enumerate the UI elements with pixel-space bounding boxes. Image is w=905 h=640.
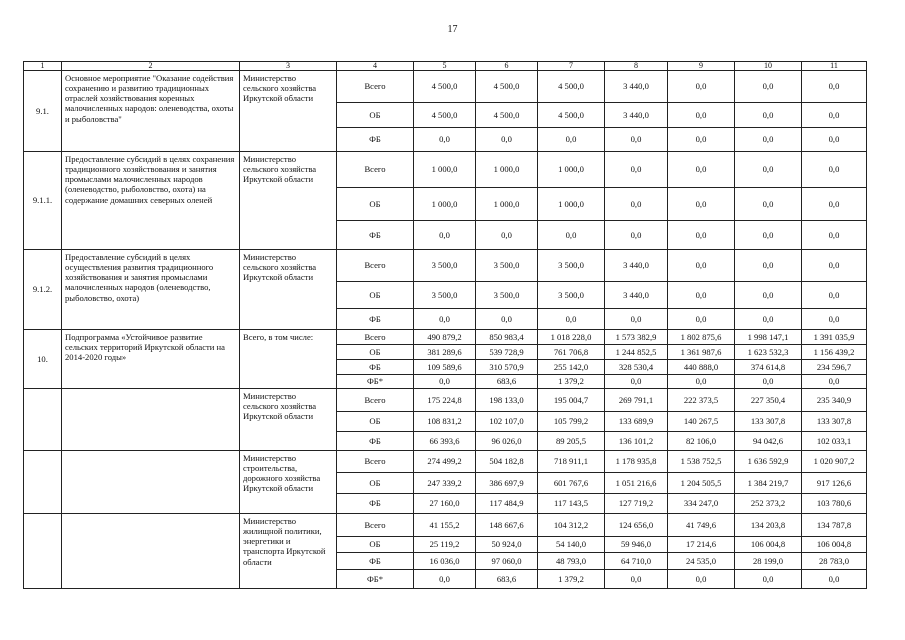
amount-cell: 227 350,4 — [735, 389, 802, 412]
amount-cell: 1 636 592,9 — [735, 451, 802, 473]
amount-cell: 0,0 — [605, 309, 668, 330]
amount-cell: 601 767,6 — [538, 473, 605, 494]
amount-cell: 0,0 — [605, 221, 668, 250]
amount-cell: 0,0 — [414, 309, 476, 330]
amount-cell: 195 004,7 — [538, 389, 605, 412]
amount-cell: 3 500,0 — [414, 250, 476, 282]
table-row — [24, 250, 867, 282]
amount-cell: 96 026,0 — [476, 432, 538, 451]
amount-cell: 41 749,6 — [668, 514, 735, 537]
amount-cell: 0,0 — [735, 128, 802, 152]
amount-cell: 3 500,0 — [476, 282, 538, 309]
amount-cell: 1 802 875,6 — [668, 330, 735, 345]
amount-cell: 234 596,7 — [802, 360, 867, 375]
amount-cell: 17 214,6 — [668, 537, 735, 553]
amount-cell: 41 155,2 — [414, 514, 476, 537]
amount-cell: 0,0 — [735, 221, 802, 250]
amount-cell: 386 697,9 — [476, 473, 538, 494]
item-name — [62, 389, 240, 451]
funding-source: ФБ — [337, 432, 414, 451]
funding-source: ФБ — [337, 309, 414, 330]
amount-cell: 917 126,6 — [802, 473, 867, 494]
amount-cell: 106 004,8 — [735, 537, 802, 553]
column-number: 8 — [605, 62, 668, 71]
table-row — [24, 330, 867, 345]
amount-cell: 0,0 — [476, 309, 538, 330]
item-code — [24, 389, 62, 451]
amount-cell: 109 589,6 — [414, 360, 476, 375]
amount-cell: 0,0 — [802, 103, 867, 128]
amount-cell: 1 573 382,9 — [605, 330, 668, 345]
amount-cell: 148 667,6 — [476, 514, 538, 537]
amount-cell: 24 535,0 — [668, 553, 735, 570]
amount-cell: 235 340,9 — [802, 389, 867, 412]
amount-cell: 28 783,0 — [802, 553, 867, 570]
amount-cell: 0,0 — [735, 152, 802, 188]
item-code: 9.1. — [24, 71, 62, 152]
amount-cell: 0,0 — [668, 375, 735, 389]
amount-cell: 0,0 — [538, 221, 605, 250]
amount-cell: 50 924,0 — [476, 537, 538, 553]
amount-cell: 1 244 852,5 — [605, 345, 668, 360]
column-number: 10 — [735, 62, 802, 71]
amount-cell: 0,0 — [735, 250, 802, 282]
amount-cell: 0,0 — [802, 309, 867, 330]
executor: Министерство сельского хозяйства Иркутской области — [240, 389, 337, 451]
amount-cell: 0,0 — [414, 221, 476, 250]
amount-cell: 0,0 — [735, 570, 802, 589]
amount-cell: 1 000,0 — [414, 152, 476, 188]
amount-cell: 539 728,9 — [476, 345, 538, 360]
executor: Министерство строительства, дорожного хозяйства Иркутской области — [240, 451, 337, 514]
amount-cell: 0,0 — [802, 250, 867, 282]
amount-cell: 0,0 — [668, 221, 735, 250]
amount-cell: 0,0 — [735, 282, 802, 309]
amount-cell: 0,0 — [538, 128, 605, 152]
column-number: 3 — [240, 62, 337, 71]
amount-cell: 108 831,2 — [414, 412, 476, 432]
amount-cell: 1 538 752,5 — [668, 451, 735, 473]
table-body — [24, 62, 867, 589]
amount-cell: 1 020 907,2 — [802, 451, 867, 473]
column-number: 1 — [24, 62, 62, 71]
amount-cell: 0,0 — [605, 570, 668, 589]
column-number-row — [24, 62, 867, 71]
amount-cell: 4 500,0 — [476, 103, 538, 128]
amount-cell: 1 361 987,6 — [668, 345, 735, 360]
amount-cell: 0,0 — [668, 128, 735, 152]
amount-cell: 3 440,0 — [605, 282, 668, 309]
executor: Министерство сельского хозяйства Иркутской области — [240, 250, 337, 330]
item-name: Подпрограмма «Устойчивое развитие сельских территорий Иркутской области на 2014-2020 годы» — [62, 330, 240, 389]
amount-cell: 761 706,8 — [538, 345, 605, 360]
funding-source: Всего — [337, 250, 414, 282]
amount-cell: 175 224,8 — [414, 389, 476, 412]
amount-cell: 0,0 — [802, 282, 867, 309]
amount-cell: 3 500,0 — [476, 250, 538, 282]
funding-source: ОБ — [337, 473, 414, 494]
amount-cell: 64 710,0 — [605, 553, 668, 570]
amount-cell: 103 780,6 — [802, 494, 867, 514]
amount-cell: 255 142,0 — [538, 360, 605, 375]
amount-cell: 0,0 — [668, 309, 735, 330]
executor: Министерство сельского хозяйства Иркутской области — [240, 71, 337, 152]
column-number: 7 — [538, 62, 605, 71]
funding-source: ОБ — [337, 345, 414, 360]
amount-cell: 0,0 — [802, 570, 867, 589]
amount-cell: 3 500,0 — [538, 250, 605, 282]
funding-source: ФБ — [337, 494, 414, 514]
budget-table — [23, 61, 867, 589]
funding-source: Всего — [337, 152, 414, 188]
funding-source: Всего — [337, 451, 414, 473]
page-number: 17 — [447, 24, 458, 35]
column-number: 5 — [414, 62, 476, 71]
column-number: 9 — [668, 62, 735, 71]
amount-cell: 0,0 — [668, 152, 735, 188]
amount-cell: 0,0 — [802, 221, 867, 250]
amount-cell: 247 339,2 — [414, 473, 476, 494]
amount-cell: 1 998 147,1 — [735, 330, 802, 345]
item-code: 10. — [24, 330, 62, 389]
amount-cell: 105 799,2 — [538, 412, 605, 432]
amount-cell: 3 440,0 — [605, 103, 668, 128]
funding-source: Всего — [337, 330, 414, 345]
amount-cell: 440 888,0 — [668, 360, 735, 375]
column-number: 4 — [337, 62, 414, 71]
funding-source: ФБ — [337, 128, 414, 152]
amount-cell: 850 983,4 — [476, 330, 538, 345]
amount-cell: 0,0 — [605, 188, 668, 221]
table-row — [24, 389, 867, 412]
amount-cell: 683,6 — [476, 375, 538, 389]
funding-source: ФБ* — [337, 375, 414, 389]
amount-cell: 4 500,0 — [476, 71, 538, 103]
funding-source: Всего — [337, 389, 414, 412]
amount-cell: 0,0 — [802, 188, 867, 221]
amount-cell: 0,0 — [476, 128, 538, 152]
funding-source: ОБ — [337, 537, 414, 553]
amount-cell: 3 440,0 — [605, 250, 668, 282]
amount-cell: 1 379,2 — [538, 375, 605, 389]
amount-cell: 0,0 — [668, 570, 735, 589]
item-name — [62, 514, 240, 589]
column-number: 6 — [476, 62, 538, 71]
amount-cell: 1 384 219,7 — [735, 473, 802, 494]
amount-cell: 0,0 — [605, 152, 668, 188]
amount-cell: 504 182,8 — [476, 451, 538, 473]
amount-cell: 1 051 216,6 — [605, 473, 668, 494]
amount-cell: 3 440,0 — [605, 71, 668, 103]
amount-cell: 374 614,8 — [735, 360, 802, 375]
amount-cell: 59 946,0 — [605, 537, 668, 553]
amount-cell: 0,0 — [476, 221, 538, 250]
amount-cell: 0,0 — [414, 375, 476, 389]
amount-cell: 3 500,0 — [414, 282, 476, 309]
amount-cell: 274 499,2 — [414, 451, 476, 473]
table-row — [24, 71, 867, 103]
funding-source: ОБ — [337, 188, 414, 221]
item-code — [24, 451, 62, 514]
table-row — [24, 451, 867, 473]
amount-cell: 0,0 — [802, 152, 867, 188]
amount-cell: 97 060,0 — [476, 553, 538, 570]
item-code — [24, 514, 62, 589]
amount-cell: 3 500,0 — [538, 282, 605, 309]
amount-cell: 4 500,0 — [538, 103, 605, 128]
amount-cell: 683,6 — [476, 570, 538, 589]
amount-cell: 48 793,0 — [538, 553, 605, 570]
amount-cell: 28 199,0 — [735, 553, 802, 570]
amount-cell: 82 106,0 — [668, 432, 735, 451]
amount-cell: 0,0 — [668, 282, 735, 309]
amount-cell: 1 000,0 — [538, 152, 605, 188]
amount-cell: 0,0 — [668, 250, 735, 282]
amount-cell: 140 267,5 — [668, 412, 735, 432]
item-name — [62, 451, 240, 514]
amount-cell: 1 391 035,9 — [802, 330, 867, 345]
amount-cell: 0,0 — [605, 128, 668, 152]
funding-source: ФБ* — [337, 570, 414, 589]
amount-cell: 0,0 — [668, 103, 735, 128]
amount-cell: 328 530,4 — [605, 360, 668, 375]
amount-cell: 381 289,6 — [414, 345, 476, 360]
funding-source: ФБ — [337, 221, 414, 250]
amount-cell: 0,0 — [605, 375, 668, 389]
amount-cell: 1 379,2 — [538, 570, 605, 589]
amount-cell: 0,0 — [735, 188, 802, 221]
table-row — [24, 514, 867, 537]
amount-cell: 222 373,5 — [668, 389, 735, 412]
amount-cell: 269 791,1 — [605, 389, 668, 412]
amount-cell: 134 787,8 — [802, 514, 867, 537]
amount-cell: 89 205,5 — [538, 432, 605, 451]
amount-cell: 198 133,0 — [476, 389, 538, 412]
executor: Всего, в том числе: — [240, 330, 337, 389]
amount-cell: 133 307,8 — [735, 412, 802, 432]
amount-cell: 136 101,2 — [605, 432, 668, 451]
amount-cell: 718 911,1 — [538, 451, 605, 473]
amount-cell: 334 247,0 — [668, 494, 735, 514]
amount-cell: 310 570,9 — [476, 360, 538, 375]
amount-cell: 134 203,8 — [735, 514, 802, 537]
amount-cell: 94 042,6 — [735, 432, 802, 451]
amount-cell: 54 140,0 — [538, 537, 605, 553]
amount-cell: 16 036,0 — [414, 553, 476, 570]
amount-cell: 0,0 — [668, 188, 735, 221]
amount-cell: 4 500,0 — [538, 71, 605, 103]
amount-cell: 133 689,9 — [605, 412, 668, 432]
column-number: 2 — [62, 62, 240, 71]
amount-cell: 1 000,0 — [476, 152, 538, 188]
amount-cell: 106 004,8 — [802, 537, 867, 553]
item-code: 9.1.1. — [24, 152, 62, 250]
funding-source: ФБ — [337, 360, 414, 375]
amount-cell: 252 373,2 — [735, 494, 802, 514]
executor: Министерство сельского хозяйства Иркутской области — [240, 152, 337, 250]
amount-cell: 27 160,0 — [414, 494, 476, 514]
item-name: Предоставление субсидий в целях сохранения традиционного хозяйствования и занятия промыслами малочисленных народов (оленеводство, рыболовство, охота) на содержание домашних северных оленей — [62, 152, 240, 250]
amount-cell: 0,0 — [735, 103, 802, 128]
amount-cell: 0,0 — [668, 71, 735, 103]
amount-cell: 127 719,2 — [605, 494, 668, 514]
amount-cell: 1 178 935,8 — [605, 451, 668, 473]
amount-cell: 0,0 — [735, 71, 802, 103]
amount-cell: 0,0 — [802, 71, 867, 103]
amount-cell: 0,0 — [414, 128, 476, 152]
amount-cell: 102 107,0 — [476, 412, 538, 432]
amount-cell: 0,0 — [802, 128, 867, 152]
item-code: 9.1.2. — [24, 250, 62, 330]
amount-cell: 1 156 439,2 — [802, 345, 867, 360]
table-row — [24, 152, 867, 188]
amount-cell: 104 312,2 — [538, 514, 605, 537]
amount-cell: 1 000,0 — [476, 188, 538, 221]
amount-cell: 1 018 228,0 — [538, 330, 605, 345]
amount-cell: 4 500,0 — [414, 71, 476, 103]
amount-cell: 1 204 505,5 — [668, 473, 735, 494]
amount-cell: 117 484,9 — [476, 494, 538, 514]
funding-source: Всего — [337, 514, 414, 537]
amount-cell: 1 000,0 — [414, 188, 476, 221]
item-name: Предоставление субсидий в целях осуществления развития традиционного хозяйствования и занятия промыслами малочисленных народов (оленеводство, рыболовство, охота) — [62, 250, 240, 330]
amount-cell: 117 143,5 — [538, 494, 605, 514]
amount-cell: 0,0 — [802, 375, 867, 389]
amount-cell: 66 393,6 — [414, 432, 476, 451]
amount-cell: 133 307,8 — [802, 412, 867, 432]
amount-cell: 4 500,0 — [414, 103, 476, 128]
item-name: Основное мероприятие "Оказание содействия сохранению и развитию традиционных отраслей хозяйствования коренных малочисленных народов: оленеводства, охоты и рыболовства" — [62, 71, 240, 152]
funding-source: ФБ — [337, 553, 414, 570]
amount-cell: 124 656,0 — [605, 514, 668, 537]
amount-cell: 490 879,2 — [414, 330, 476, 345]
amount-cell: 25 119,2 — [414, 537, 476, 553]
amount-cell: 0,0 — [538, 309, 605, 330]
amount-cell: 102 033,1 — [802, 432, 867, 451]
executor: Министерство жилищной политики, энергетики и транспорта Иркутской области — [240, 514, 337, 589]
funding-source: ОБ — [337, 103, 414, 128]
amount-cell: 0,0 — [414, 570, 476, 589]
column-number: 11 — [802, 62, 867, 71]
amount-cell: 1 000,0 — [538, 188, 605, 221]
funding-source: Всего — [337, 71, 414, 103]
amount-cell: 1 623 532,3 — [735, 345, 802, 360]
funding-source: ОБ — [337, 412, 414, 432]
funding-source: ОБ — [337, 282, 414, 309]
amount-cell: 0,0 — [735, 309, 802, 330]
amount-cell: 0,0 — [735, 375, 802, 389]
